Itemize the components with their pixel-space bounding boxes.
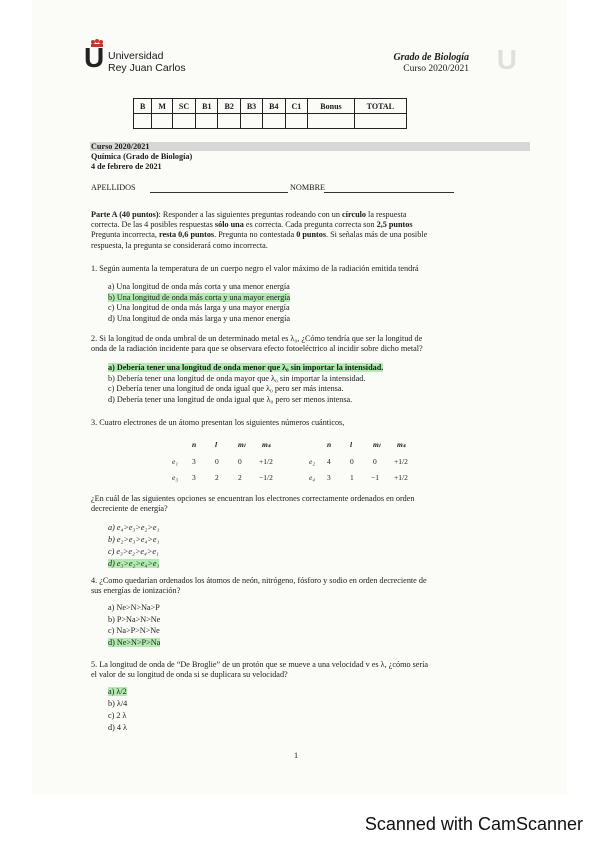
- option-q4-d[interactable]: d) Ne>N>P>Na: [108, 637, 161, 647]
- score-value-cell: [263, 114, 285, 129]
- option-q2-b[interactable]: b) Debería tener una longitud de onda mayor que λ₀ sin importar la intensidad.: [108, 373, 366, 383]
- option-q1-b[interactable]: b) Una longitud de onda más corta y una mayor energía: [108, 292, 291, 302]
- nombre-line: [324, 192, 454, 193]
- option-q5-c[interactable]: c) 2 λ: [108, 711, 127, 720]
- score-value-cell: [354, 114, 406, 129]
- apellidos-line: [150, 192, 288, 193]
- degree-title: Grado de Biología: [393, 52, 469, 63]
- option-q1-c[interactable]: c) Una longitud de onda más larga y una mayor energía: [108, 303, 290, 312]
- question-2-stem: 2. Si la longitud de onda umbral de un determinado metal es λ₀, ¿Cómo tendría que ser la longitud de onda de la radiación incidente para que se observara efecto fotoeléctrico al incidir sobre dicho metal?: [91, 334, 423, 354]
- score-header-cell: C1: [285, 99, 308, 114]
- nombre-label: NOMBRE: [290, 183, 326, 192]
- score-value-cell: [285, 114, 308, 129]
- scanner-watermark: Scanned with CamScanner: [364, 814, 583, 834]
- option-q1-d[interactable]: d) Una longitud de onda más larga y una menor energía: [108, 313, 291, 323]
- option-q3-d[interactable]: d) e₃>e₂>e₄>e₁: [108, 559, 160, 568]
- score-value-cell: [152, 114, 173, 129]
- option-q5-d[interactable]: d) 4 λ: [108, 723, 127, 732]
- option-q2-d[interactable]: d) Debería tener una longitud de onda igual que λ₀ pero ser menos intensa.: [108, 394, 353, 404]
- page-number: 1: [294, 751, 299, 760]
- question-1-options: [108, 282, 290, 324]
- question-3-stem: 3. Cuatro electrones de un átomo presentan los siguientes números cuánticos,: [91, 418, 345, 427]
- question-5-stem: 5. La longitud de onda de “De Broglie” de un protón que se mueve a una velocidad v es λ, ¿cómo sería el valor de su longitud de onda si se duplicara su velocidad?: [91, 660, 429, 680]
- exam-course: Curso 2020/2021: [91, 142, 150, 151]
- option-q5-b[interactable]: b) λ/4: [108, 699, 128, 708]
- instructions: Parte A (40 puntos): Responder a las siguientes preguntas rodeando con un círculo la respuesta correcta. De las 4 posibles respuestas sólo una es correcta. Cada pregunta correcta son 2,5 puntos Pregunta incorrecta, resta 0,6 puntos. Pregunta no contestada 0 puntos. Si señalas más de una posible respuesta, la pregunta se considerará como incorrecta.: [91, 210, 428, 250]
- score-value-cell: [218, 114, 240, 129]
- question-1-stem: 1. Según aumenta la temperatura de un cuerpo negro el valor máximo de la radiación emitida tendrá: [91, 264, 419, 273]
- option-q5-a[interactable]: a) λ/2: [108, 687, 127, 696]
- score-value-cell: [308, 114, 354, 129]
- score-header-cell: B: [134, 99, 152, 114]
- score-value-cell: [196, 114, 218, 129]
- option-q2-c[interactable]: c) Debería tener una longitud de onda igual que λ₀ pero ser más intensa.: [108, 384, 344, 393]
- score-header-cell: M: [152, 99, 173, 114]
- score-value-cell: [240, 114, 262, 129]
- score-header-cell: B4: [263, 99, 285, 114]
- university-name: [108, 50, 186, 74]
- option-q1-a[interactable]: a) Una longitud de onda más corta y una menor energía: [108, 282, 290, 291]
- question-4-stem: 4. ¿Como quedarían ordenados los átomos de neón, nitrógeno, fósforo y sodio en orden decreciente de sus energías de ionización?: [91, 576, 427, 596]
- score-header-cell: B2: [218, 99, 240, 114]
- option-q4-a[interactable]: a) Ne>N>Na>P: [108, 603, 160, 612]
- score-table: [133, 98, 407, 129]
- university-line2: Rey Juan Carlos: [108, 62, 186, 74]
- scanned-page: U Universidad Rey Juan Carlos Grado de Biología Curso 2020/2021 U B M SC B1 B2 B3 B4 C1 Bonus TOTAL Curso 2020/2021 Química (Grado de Biología) 4 de febrero de 2021 APELLIDOS NOMBRE Parte A (40 puntos): Responder a las siguientes preguntas rodeando con un círculo la respuesta correcta. De las 4 posibles respuestas sólo una es correcta. Cada pregunta correcta son 2,5 puntos Pregunta incorrecta, resta 0,6 puntos. Pregunta no contestada 0 puntos. Si señalas más de una posible respuesta, la pregunta se considerará como incorrecta. 1. Según aumenta la temperatura de un cuerpo negro el valor máximo de la radiación emitida tendrá a) Una longitud de onda más corta y una menor energía b) Una longitud de onda más corta y una mayor energía c) Una longitud de onda más larga y una mayor energía d) Una longitud de onda más larga y una menor energía 2. Si la longitud de onda umbral de un determinado metal es λ₀, ¿Cómo tendría que ser la longitud de onda de la radiación incidente para que se observara efecto fotoeléctrico al incidir sobre dicho metal? a) Debería tener una longitud de onda menor que λ₀ sin importar la intensidad. b) Debería tener una longitud de onda mayor que λ₀ sin importar la intensidad. c) Debería tener una longitud de onda igual que λ₀ pero ser más intensa. d) Debería tener una longitud de onda igual que λ₀ pero ser menos intensa. 3. Cuatro electrones de un átomo presentan los siguientes números cuánticos, n l mₗ mₛ n l mₗ mₛ e₁ 3 0 0 +1/2 e₂ 4 0 0 +1/2 e₃ 3 2 2 −1/2 e₄ 3 1 −1 +1/2 ¿En cuál de las siguientes opciones se encuentran los electrones correctamente ordenados en orden decreciente de energía? a) e₄>e₃>e₂>e₁ b) e₂>e₃>e₄>e₁ c) e₃>e₂>e₄>e₁ d) e₃>e₂>e₄>e₁ 4. ¿Como quedarían ordenados los átomos de neón, nitrógeno, fósforo y sodio en orden decreciente de sus energías de ionización? a) Ne>N>Na>P b) P>Na>N>Ne c) Na>P>N>Ne d) Ne>N>P>Na 5. La longitud de onda de “De Broglie” de un protón que se mueve a una velocidad v es λ, ¿cómo sería el valor de su longitud de onda si se duplicara su velocidad? a) λ/2 b) λ/4 c) 2 λ d) 4 λ 1: [32, 0, 567, 795]
- question-3-subquestion: ¿En cuál de las siguientes opciones se encuentran los electrones correctamente ordenados en orden decreciente de energía?: [91, 494, 415, 514]
- watermark-logo: U: [496, 44, 517, 75]
- question-3-options: [108, 523, 159, 571]
- option-q2-a[interactable]: a) Debería tener una longitud de onda menor que λ₀ sin importar la intensidad.: [108, 363, 384, 372]
- university-line1: Universidad: [108, 50, 164, 62]
- score-header-cell: Bonus: [308, 99, 354, 114]
- option-q3-b[interactable]: b) e₂>e₃>e₄>e₁: [108, 535, 160, 544]
- option-q4-c[interactable]: c) Na>P>N>Ne: [108, 626, 160, 635]
- score-header-cell: TOTAL: [354, 99, 406, 114]
- option-q3-c[interactable]: c) e₃>e₂>e₄>e₁: [108, 547, 159, 556]
- score-header-cell: SC: [172, 99, 195, 114]
- apellidos-label: APELLIDOS: [91, 183, 136, 192]
- question-2-options: [108, 363, 383, 405]
- score-value-cell: [172, 114, 195, 129]
- exam-subject: Química (Grado de Biología): [91, 152, 193, 162]
- course-year: Curso 2020/2021: [403, 64, 469, 74]
- exam-date: 4 de febrero de 2021: [91, 162, 162, 172]
- score-value-cell: [134, 114, 152, 129]
- question-4-options: [108, 603, 160, 649]
- score-header-cell: B1: [196, 99, 218, 114]
- option-q4-b[interactable]: b) P>Na>N>Ne: [108, 614, 161, 624]
- question-5-options: [108, 687, 127, 735]
- exam-info: [91, 142, 192, 173]
- option-q3-a[interactable]: a) e₄>e₃>e₂>e₁: [108, 523, 160, 532]
- score-header-cell: B3: [240, 99, 262, 114]
